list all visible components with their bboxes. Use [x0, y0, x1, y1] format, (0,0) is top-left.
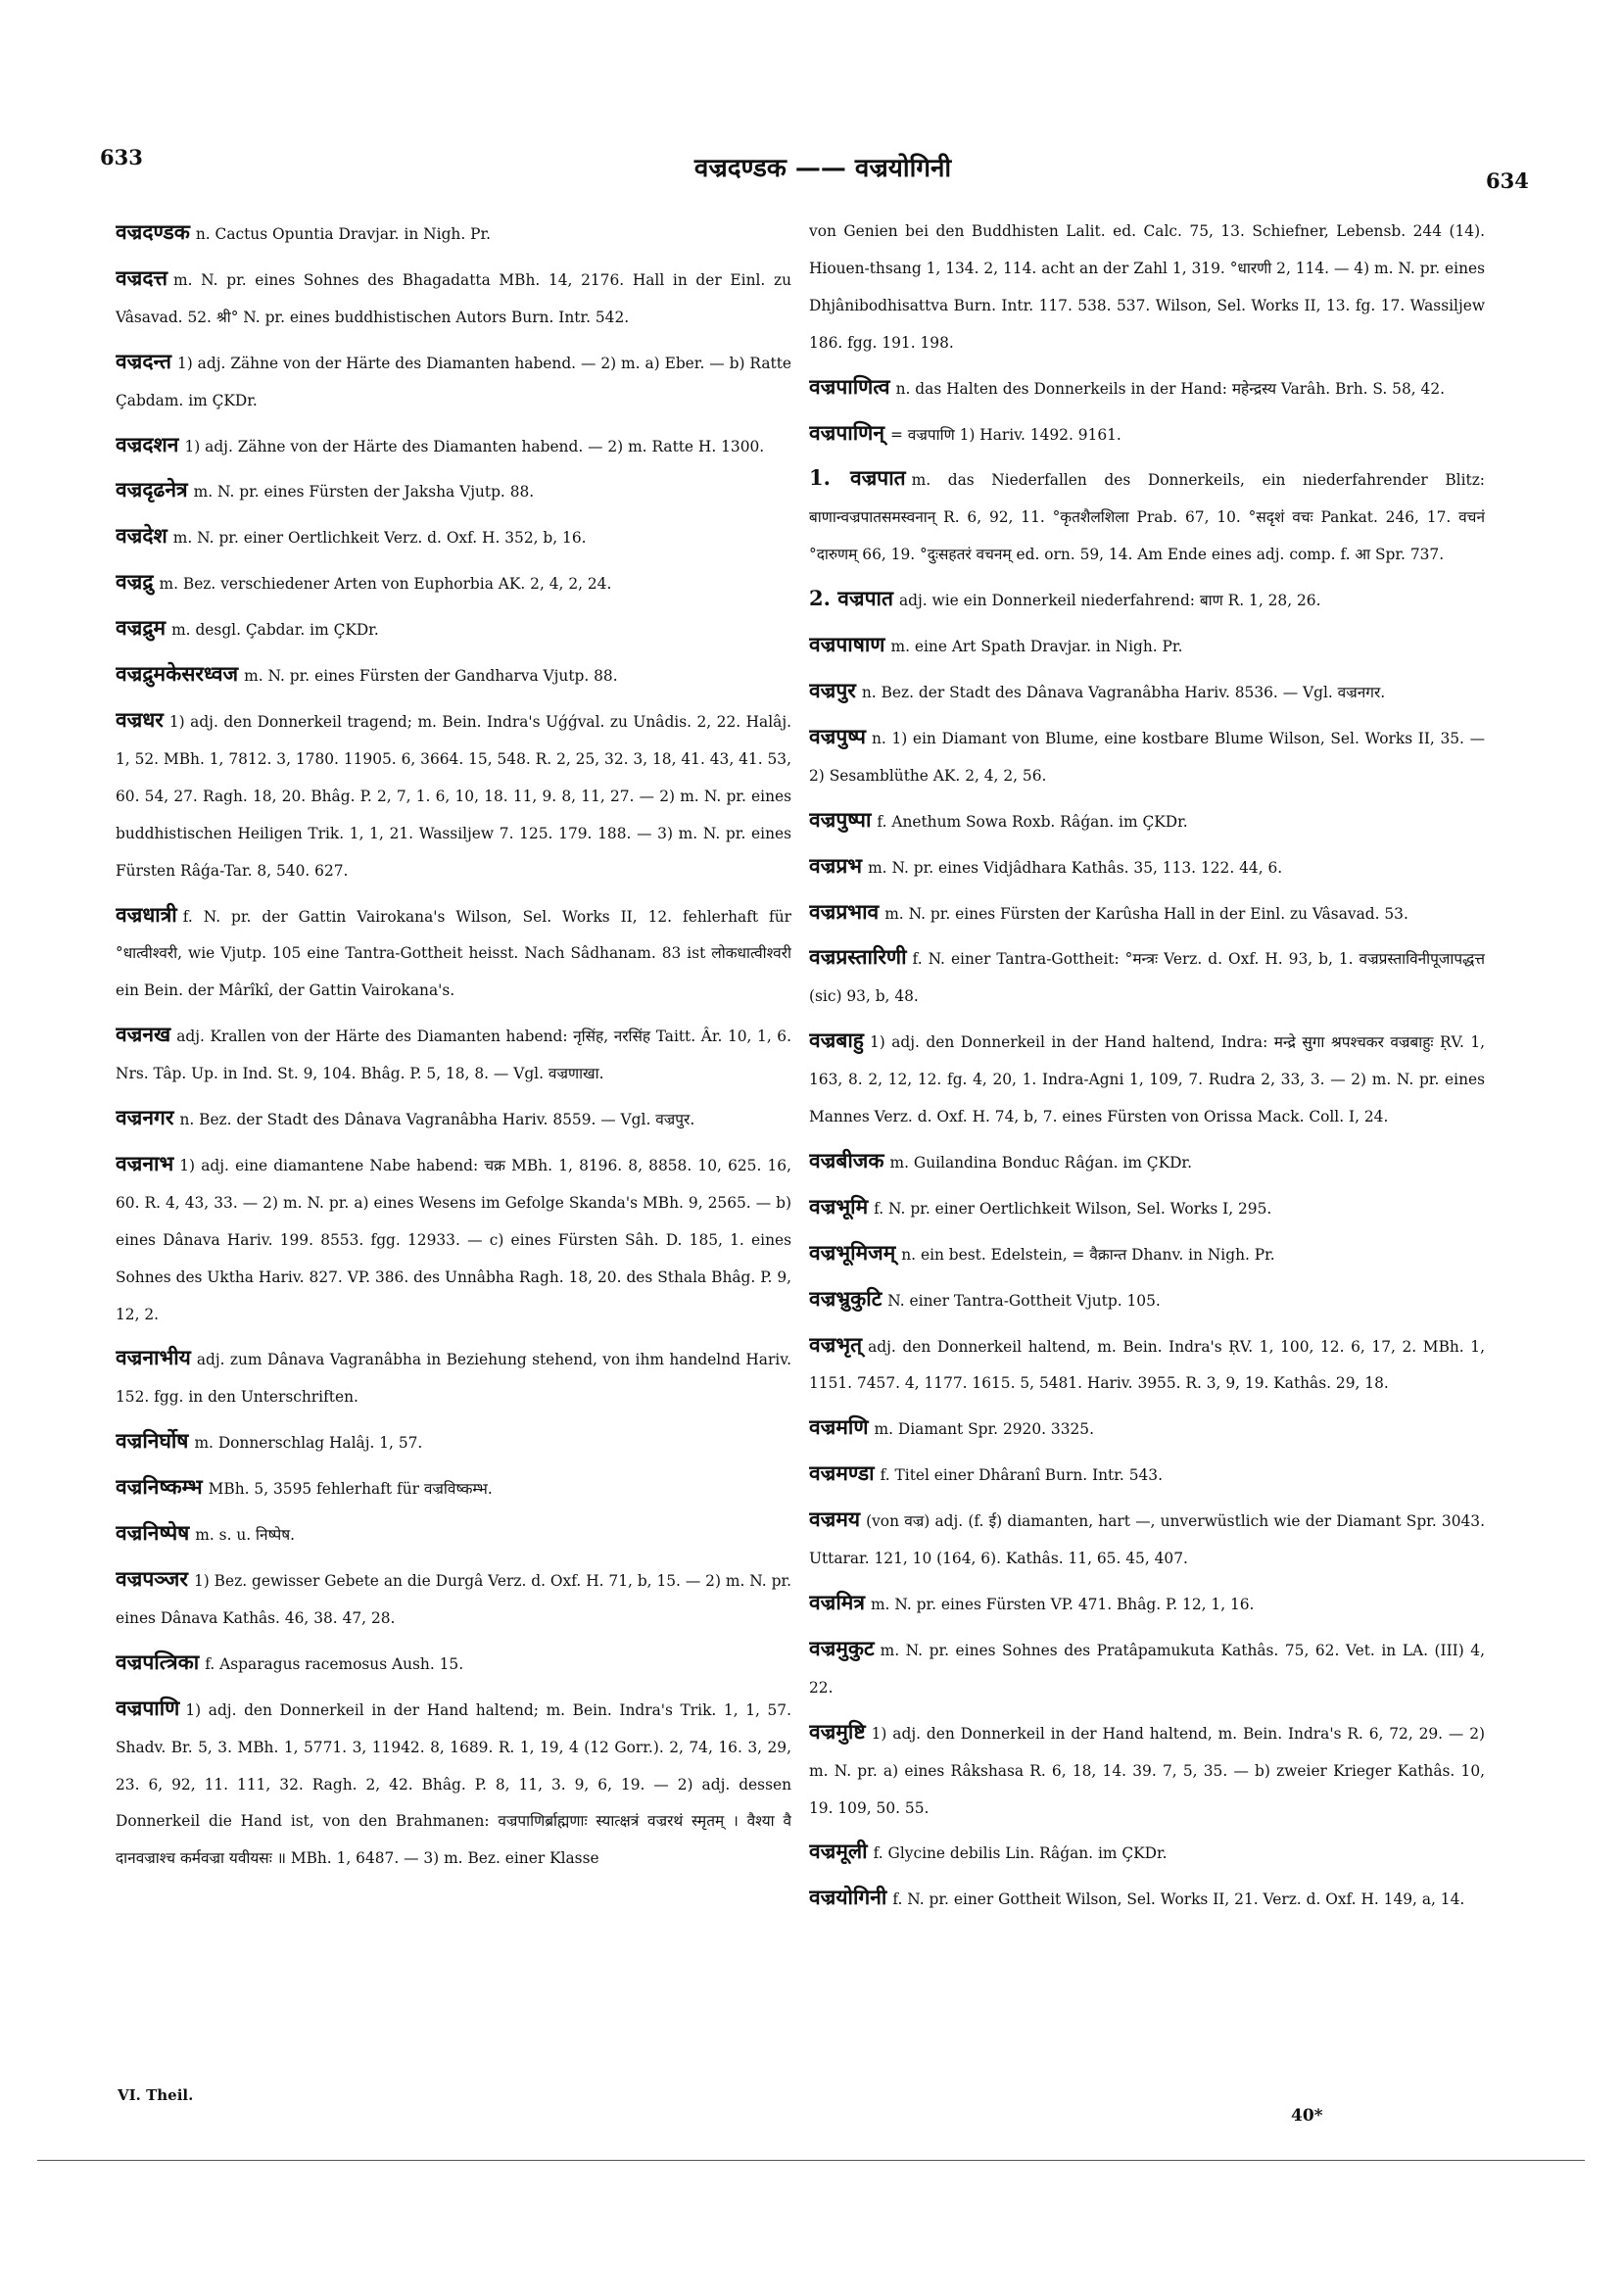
entry-text: 1) adj. den Donnerkeil in der Hand haltend, Indra: मन्द्रे सुगा श्रपश्चकर वज्रबाहुः ṚV. 1, 163, 8. 2, 12, 12. fg. 4, 20, 1. Indra-Agni 1, 109, 7. Rudra 2, 33, 3. — 2) m. N. pr. eines Mannes Verz. d. Oxf. H. 74, b, 7. eines Fürsten von Orissa Mack. Coll. I, 24.: [809, 1033, 1485, 1126]
entry-text: m. N. pr. eines Sohnes des Pratâpamukuta Kathâs. 75, 62. Vet. in LA. (III) 4, 22.: [809, 1641, 1485, 1697]
entry-text: m. s. u. निष्पेष.: [195, 1526, 296, 1545]
dictionary-entry: [809, 1713, 1485, 1828]
dictionary-entry: [809, 1833, 1485, 1873]
dictionary-entry: [116, 896, 791, 1011]
dictionary-entry: [809, 1280, 1485, 1320]
headword: वज्रप्रस्तारिणी: [809, 944, 907, 970]
headword: वज्रपुष्पा: [809, 806, 872, 832]
dictionary-entry: [116, 1560, 791, 1638]
entry-text: 1) adj. Zähne von der Härte des Diamanten habend. — 2) m. Ratte H. 1300.: [184, 437, 765, 455]
dictionary-entry: [809, 414, 1485, 454]
left-column: [116, 214, 791, 2065]
dictionary-entry: [116, 1145, 791, 1334]
entry-text: m. Bez. verschiedener Arten von Euphorbia AK. 2, 4, 2, 24.: [159, 575, 612, 594]
dictionary-entry: [116, 471, 791, 511]
dictionary-entry: [116, 517, 791, 557]
entry-text: m. N. pr. eines Sohnes des Bhagadatta MBh. 14, 2176. Hall in der Einl. zu Vâsavad. 52. श्री° N. pr. eines buddhistischen Autors Burn. Intr. 542.: [116, 270, 791, 326]
entry-text: n. Bez. der Stadt des Dânava Vagranâbha Hariv. 8536. — Vgl. वज्रनगर.: [861, 683, 1386, 701]
dictionary-entry: [116, 609, 791, 649]
headword: वज्रदशन: [116, 431, 179, 456]
entry-text: 1) Bez. gewisser Gebete an die Durgâ Verz. d. Oxf. H. 71, b, 15. — 2) m. N. pr. eines Dânava Kathâs. 46, 38. 47, 28.: [116, 1572, 791, 1627]
headword: वज्रबाहु: [809, 1028, 864, 1053]
headword: वज्रपञ्जर: [116, 1566, 188, 1591]
headword: वज्रभृत्: [809, 1331, 863, 1357]
headword: वज्रप्रभाव: [809, 898, 880, 924]
headword: वज्रनिर्घोष: [116, 1428, 189, 1454]
entry-text: n. Bez. der Stadt des Dânava Vagranâbha Hariv. 8559. — Vgl. वज्रपुर.: [179, 1111, 695, 1129]
entry-text: 1) adj. den Donnerkeil in der Hand haltend, m. Bein. Indra's R. 6, 72, 29. — 2) m. N. pr. a) eines Râkshasa R. 6, 18, 14. 39. 7, 5, 35. — b) zweier Krieger Kathâs. 10, 19. 109, 50. 55.: [809, 1724, 1485, 1817]
dictionary-entry: [809, 580, 1485, 620]
entry-text: adj. zum Dânava Vagranâbha in Beziehung stehend, von ihm handelnd Hariv. 152. fgg. in den Unterschriften.: [116, 1351, 791, 1407]
dictionary-entry: [809, 801, 1485, 841]
headword: वज्रपाषाण: [809, 632, 885, 657]
entry-text: (von वज्र) adj. (f. ई) diamanten, hart —, unverwüstlich wie der Diamant Spr. 3043. Uttarar. 121, 10 (164, 6). Kathâs. 11, 65. 45, 407.: [809, 1512, 1485, 1568]
entry-text: f. N. pr. der Gattin Vairokana's Wilson, Sel. Works II, 12. fehlerhaft für °धात्वीश्वरी, wie Vjutp. 105 eine Tantra-Gottheit heisst. Nach Sâdhanam. 83 ist लोकधात्वीश्वरी ein Bein. der Mârîkî, der Gattin Vairokana's.: [116, 907, 791, 1000]
entry-text: adj. Krallen von der Härte des Diamanten habend: नृसिंह, नरसिंह Taitt. Âr. 10, 1, 6. Nrs. Tâp. Up. in Ind. St. 9, 104. Bhâg. P. 5, 18, 8. — Vgl. वज्रणाखा.: [116, 1028, 791, 1083]
headword: वज्रयोगिनी: [809, 1885, 887, 1910]
entry-text: f. N. einer Tantra-Gottheit: °मन्त्रः Verz. d. Oxf. H. 93, b, 1. वज्रप्रस्ताविनीपूजापद्धत्त (sic) 93, b, 48.: [809, 950, 1485, 1006]
entry-text: von Genien bei den Buddhisten Lalit. ed. Calc. 75, 13. Schiefner, Lebensb. 244 (14). Hiouen-thsang 1, 134. 2, 114. acht an der Zahl 1, 319. °धारणी 2, 114. — 4) m. N. pr. eines Dhjânibodhisattva Burn. Intr. 117. 538. 537. Wilson, Sel. Works II, 13. fg. 17. Wassiljew 186. fgg. 191. 198.: [809, 222, 1485, 352]
entry-text: f. N. pr. einer Oertlichkeit Wilson, Sel. Works I, 295.: [874, 1199, 1272, 1218]
headword: वज्रदण्डक: [116, 219, 190, 244]
dictionary-entry: [809, 718, 1485, 795]
entry-text: 1) adj. Zähne von der Härte des Diamanten habend. — 2) m. a) Eber. — b) Ratte Çabdam. im ÇKDr.: [116, 354, 791, 409]
entry-text: adj. den Donnerkeil haltend, m. Bein. Indra's ṚV. 1, 100, 12. 6, 17, 2. MBh. 1, 1151. 7457. 4, 1177. 1615. 5, 5481. Hariv. 3955. R. 3, 9, 19. Kathâs. 29, 18.: [809, 1337, 1485, 1393]
headword: वज्रपत्त्रिका: [116, 1649, 200, 1674]
entry-text: m. N. pr. eines Vidjâdhara Kathâs. 35, 113. 122. 44, 6.: [868, 858, 1283, 877]
entry-text: 1) adj. eine diamantene Nabe habend: चक्र MBh. 1, 8196. 8, 8858. 10, 625. 16, 60. R. 4, 43, 33. — 2) m. N. pr. a) eines Wesens im Gefolge Skanda's MBh. 9, 2565. — b) eines Dânava Hariv. 199. 8553. fgg. 12933. — c) eines Fürsten Sâh. D. 185, 1. eines Sohnes des Uktha Hariv. 827. VP. 386. des Unnâbha Ragh. 18, 20. des Sthala Bhâg. P. 9, 12, 2.: [116, 1156, 791, 1323]
headword: वज्रमुकुट: [809, 1635, 875, 1660]
headword: वज्रदृढनेत्र: [116, 477, 188, 502]
headword: वज्रद्रु: [116, 569, 154, 595]
entry-text: f. Anethum Sowa Roxb. Râǵan. im ÇKDr.: [877, 812, 1188, 831]
dictionary-entry: [809, 368, 1485, 408]
headword: वज्रनगर: [116, 1105, 174, 1130]
headword: वज्रधात्री: [116, 901, 177, 927]
headword: वज्रद्रुमकेसरध्वज: [116, 661, 239, 687]
headword: वज्रनिष्पेष: [116, 1520, 190, 1546]
headword: वज्रदत्त: [116, 264, 168, 290]
dictionary-entry: [809, 672, 1485, 712]
entry-text: n. Cactus Opuntia Dravjar. in Nigh. Pr.: [195, 225, 492, 243]
entry-text: 1) adj. den Donnerkeil in der Hand haltend; m. Bein. Indra's Trik. 1, 1, 57. Shadv. Br. 5, 3. MBh. 1, 5771. 3, 11942. 8, 1689. R. 1, 19, 4 (12 Gorr.). 2, 74, 16. 3, 29, 23. 6, 92, 11. 111, 32. Ragh. 2, 42. Bhâg. P. 8, 11, 3. 9, 6, 19. — 2) adj. dessen Donnerkeil die Hand ist, von den Brahmanen: वज्रपाणिर्ब्राह्मणाः स्यात्क्षत्रं वज्ररथं स्मृतम् । वैश्या वै दानवज्राश्च कर्मवज्रा यवीयसः ॥ MBh. 1, 6487. — 3) m. Bez. einer Klasse: [116, 1700, 791, 1868]
dictionary-entry: [809, 938, 1485, 1016]
dictionary-entry: [116, 1339, 791, 1416]
entry-text: m. N. pr. eines Fürsten der Karûsha Hall in der Einl. zu Vâsavad. 53.: [884, 904, 1408, 923]
dictionary-entry: [809, 1234, 1485, 1274]
entry-text: m. Guilandina Bonduc Râǵan. im ÇKDr.: [889, 1153, 1192, 1172]
dictionary-entry: [116, 343, 791, 420]
headword: वज्रमुष्टि: [809, 1718, 866, 1744]
headword: वज्रधर: [116, 706, 164, 732]
headword: वज्रनिष्कम्भ: [116, 1474, 203, 1500]
headword: वज्रमणि: [809, 1414, 869, 1440]
entry-text: = वज्रपाणि 1) Hariv. 1492. 9161.: [890, 425, 1121, 444]
headword: वज्रभ्रुकुटि: [809, 1285, 883, 1311]
dictionary-entry: [116, 1468, 791, 1508]
headword: वज्रनख: [116, 1022, 171, 1047]
dictionary-entry: [809, 847, 1485, 887]
dictionary-entry: [809, 459, 1485, 574]
dictionary-entry: [116, 214, 791, 254]
dictionary-entry: [116, 1514, 791, 1555]
headword: वज्रमूली: [809, 1839, 868, 1864]
signature-mark: 40*: [1291, 2106, 1323, 2126]
dictionary-entry: [116, 563, 791, 603]
headword: वज्रनाभीय: [116, 1345, 191, 1370]
entry-text: m. N. pr. eines Fürsten der Jaksha Vjutp. 88.: [193, 483, 535, 502]
headword: वज्रमय: [809, 1507, 861, 1532]
headword: वज्रमण्डा: [809, 1460, 875, 1486]
dictionary-entry: [809, 1142, 1485, 1182]
dictionary-entry: [809, 1501, 1485, 1578]
entry-text: m. desgl. Çabdar. im ÇKDr.: [171, 621, 379, 640]
headword: 2. वज्रपात: [809, 586, 893, 611]
entry-text: m. N. pr. einer Oertlichkeit Verz. d. Oxf. H. 352, b, 16.: [172, 529, 587, 548]
headword: वज्रभूमि: [809, 1193, 869, 1219]
dictionary-entry: [116, 1016, 791, 1093]
headword: वज्रभूमिजम्: [809, 1239, 896, 1265]
volume-label: VI. Theil.: [118, 2086, 194, 2104]
dictionary-entry: [809, 1584, 1485, 1624]
headword: वज्रद्रुम: [116, 615, 167, 641]
headword: वज्रनाभ: [116, 1150, 174, 1175]
dictionary-entry: [116, 1644, 791, 1684]
dictionary-entry: [809, 1409, 1485, 1449]
entry-text: MBh. 5, 3595 fehlerhaft für वज्रविष्कम्भ.: [208, 1480, 493, 1499]
headword: वज्रमित्र: [809, 1590, 865, 1614]
entry-text: m. N. pr. eines Fürsten VP. 471. Bhâg. P. 12, 1, 16.: [870, 1596, 1255, 1613]
bottom-rule: [37, 2160, 1585, 2161]
entry-text: N. einer Tantra-Gottheit Vjutp. 105.: [887, 1291, 1161, 1310]
entry-text: n. ein best. Edelstein, = वैक्रान्त Dhanv. in Nigh. Pr.: [901, 1245, 1275, 1264]
dictionary-entry: [809, 1022, 1485, 1136]
headword: वज्रदेश: [116, 523, 167, 549]
entry-text: m. eine Art Spath Dravjar. in Nigh. Pr.: [890, 638, 1183, 656]
entry-text: m. Donnerschlag Halâj. 1, 57.: [194, 1434, 423, 1453]
running-head: वज्रदण्डक —— वज्रयोगिनी: [693, 154, 952, 183]
dictionary-entry: [809, 893, 1485, 933]
entry-text: adj. wie ein Donnerkeil niederfahrend: बाण R. 1, 28, 26.: [898, 592, 1321, 610]
dictionary-entry: [116, 426, 791, 466]
entry-text: m. N. pr. eines Fürsten der Gandharva Vjutp. 88.: [244, 667, 618, 686]
headword: वज्रपुर: [809, 677, 856, 702]
headword: वज्रपाणिन्: [809, 419, 885, 445]
dictionary-entry: [809, 1455, 1485, 1495]
entry-text: n. das Halten des Donnerkeils in der Hand: महेन्द्रस्य Varâh. Brh. S. 58, 42.: [895, 379, 1446, 398]
dictionary-entry: [116, 701, 791, 890]
headword: वज्रदन्त: [116, 348, 171, 373]
headword: वज्रपाणि: [116, 1695, 180, 1720]
entry-text: n. 1) ein Diamant von Blume, eine kostbare Blume Wilson, Sel. Works II, 35. — 2) Sesamblüthe AK. 2, 4, 2, 56.: [809, 729, 1485, 785]
entry-text: f. Glycine debilis Lin. Râǵan. im ÇKDr.: [873, 1844, 1168, 1863]
entry-text: 1) adj. den Donnerkeil tragend; m. Bein. Indra's Uǵǵval. zu Unâdis. 2, 22. Halâj. 1, 52. MBh. 1, 7812. 3, 1780. 11905. 6, 3664. 15, 548. R. 2, 25, 32. 3, 18, 41. 43, 41. 53, 60. 54, 27. Ragh. 18, 20. Bhâg. P. 2, 7, 1. 6, 10, 18. 11, 9. 8, 11, 27. — 2) m. N. pr. eines buddhistischen Heiligen Trik. 1, 1, 21. Wassiljew 7. 125. 179. 188. — 3) m. N. pr. eines Fürsten Râǵa-Tar. 8, 540. 627.: [116, 712, 791, 880]
dictionary-entry: [809, 214, 1485, 362]
right-column: [809, 214, 1485, 2075]
headword: 1. वज्रपात: [809, 465, 906, 491]
dictionary-entry: [809, 1326, 1485, 1404]
entry-text: m. Diamant Spr. 2920. 3325.: [874, 1420, 1094, 1439]
dictionary-entry: [809, 1879, 1485, 1919]
dictionary-entry: [116, 655, 791, 695]
headword: वज्रपुष्प: [809, 723, 866, 748]
dictionary-entry: [809, 1630, 1485, 1707]
headword: वज्रपाणित्व: [809, 373, 890, 399]
dictionary-entry: [116, 1099, 791, 1139]
headword: वज्रबीजक: [809, 1147, 884, 1172]
dictionary-entry: [116, 260, 791, 337]
headword: वज्रप्रभ: [809, 852, 863, 878]
dictionary-entry: [809, 1188, 1485, 1228]
page-number-left: 633: [100, 145, 143, 169]
dictionary-entry: [809, 626, 1485, 666]
page-number-right: 634: [1486, 168, 1529, 193]
dictionary-entry: [116, 1690, 791, 1879]
entry-text: f. N. pr. einer Gottheit Wilson, Sel. Works II, 21. Verz. d. Oxf. H. 149, a, 14.: [892, 1890, 1465, 1909]
entry-text: f. Titel einer Dhâranî Burn. Intr. 543.: [880, 1466, 1163, 1485]
dictionary-entry: [116, 1422, 791, 1462]
entry-text: f. Asparagus racemosus Aush. 15.: [205, 1654, 464, 1673]
entry-text: m. das Niederfallen des Donnerkeils, ein niederfahrender Blitz: बाणान्वज्रपातसमस्वनान् R. 6, 92, 11. °कृतशैलशिला Prab. 67, 10. °सदृशं वचः Pankat. 246, 17. वचनं °दारुणम् 66, 19. °दुःसहतरं वचनम् ed. orn. 59, 14. Am Ende eines adj. comp. f. आ Spr. 737.: [809, 471, 1485, 564]
